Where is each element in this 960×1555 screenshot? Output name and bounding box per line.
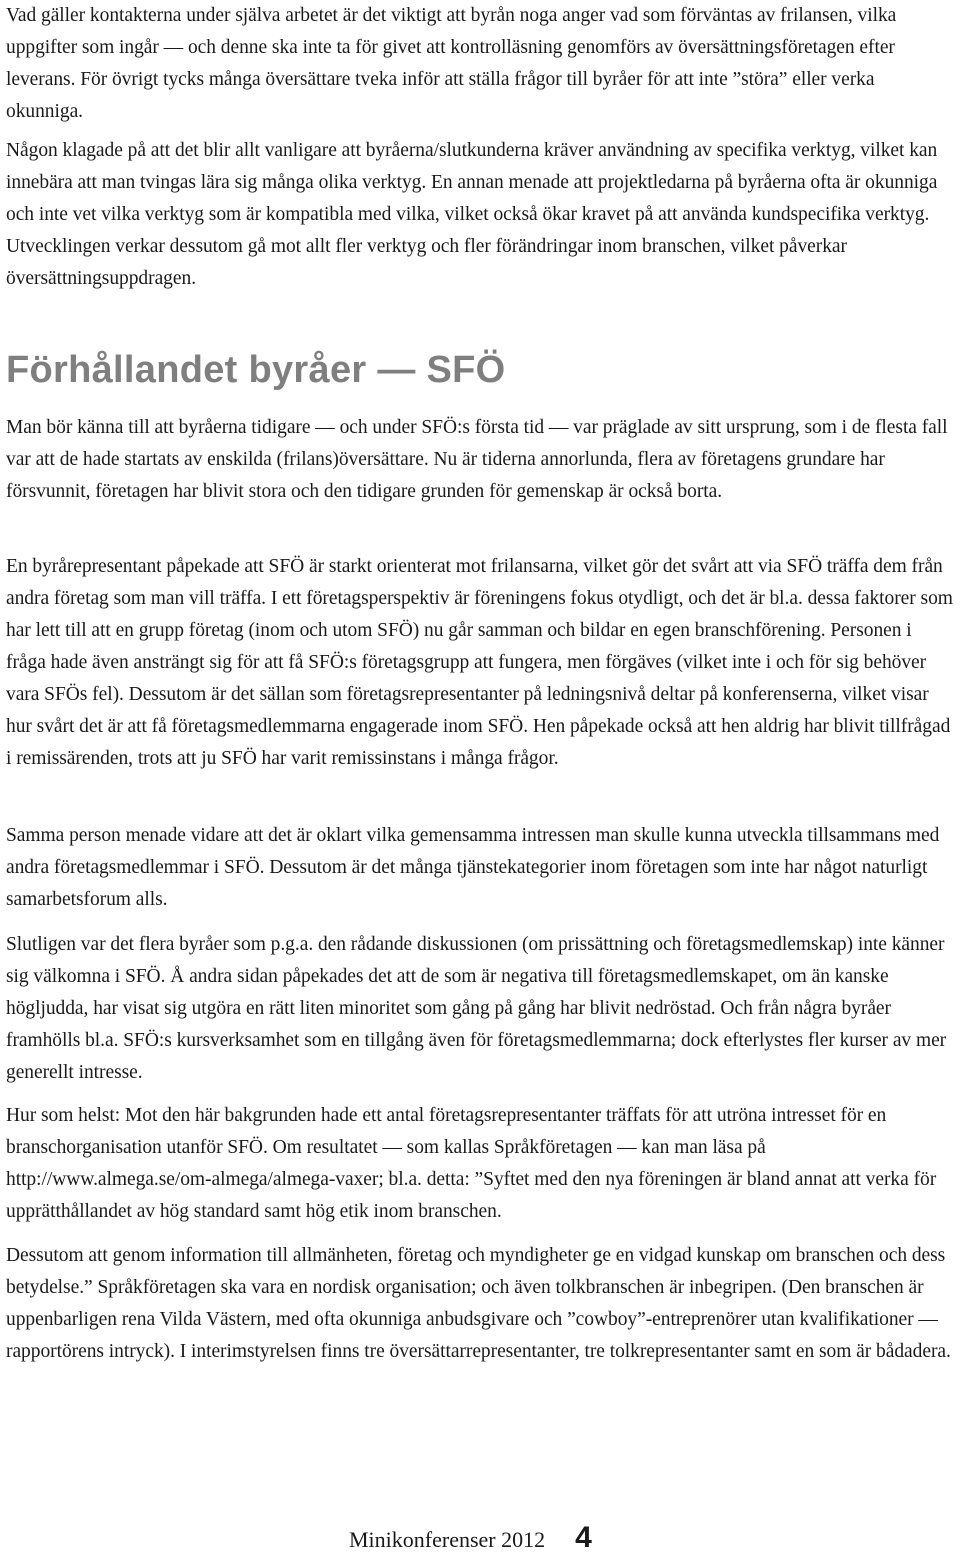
paragraph-information: Dessutom att genom information till allmänheten, företag och myndigheter ge en vidgad kunskap om branschen och dess betydelse.” Språkföretagen ska vara en nordisk organisation; och även tolkbranschen är inbegripen. (Den branschen är uppenbarligen rena Vilda Västern, med ofta okunniga anbudsgivare och ”cowboy”-entreprenörer utan kvalifikationer — rapportörens intryck). I interimstyrelsen finns tre översättarrepresentanter, tre tolkrepresentanter samt en som är bådadera. bbox=[6, 1245, 951, 1362]
paragraph-contacts: Vad gäller kontakterna under själva arbetet är det viktigt att byrån noga anger vad som förväntas av frilansen, vilka uppgifter som ingår — och denne ska inte ta för givet att kontrolläsning genomförs av översättningsföretagen efter leverans. För övrigt tycks många översättare tveka inför att ställa frågor till byråer för att inte ”störa” eller verka okunniga. bbox=[6, 5, 897, 122]
page-number: 4 bbox=[575, 1521, 592, 1554]
page-footer bbox=[349, 1523, 592, 1555]
paragraph-common-interests: Samma person menade vidare att det är oklart vilka gemensamma intressen man skulle kunna utveckla tillsammans med andra företagsmedlemmar i SFÖ. Dessutom är det många tjänstekategorier inom företagen som inte har något naturligt samarbetsforum alls. bbox=[6, 825, 940, 910]
paragraph-background: Hur som helst: Mot den här bakgrunden hade ett antal företagsrepresentanter träffats för att utröna intresset för en branschorganisation utanför SFÖ. Om resultatet — som kallas Språkföretagen — kan man läsa på http://www.almega.se/om-almega/almega-vaxer; bl.a. detta: ”Syftet med den nya föreningen är bland annat att verka för upprätthållandet av hög standard samt hög etik inom branschen. bbox=[6, 1105, 937, 1222]
paragraph-agency-representative: En byrårepresentant påpekade att SFÖ är starkt orienterat mot frilansarna, vilket gör det svårt att via SFÖ träffa dem från andra företag som man vill träffa. I ett företagsperspektiv är föreningens fokus otydligt, och det är bl.a. dessa faktorer som har lett till att en grupp företag (inom och utom SFÖ) nu går samman och bildar en egen branschförening. Personen i fråga hade även ansträngt sig för att få SFÖ:s företagsgrupp att fungera, men förgäves (vilket inte i och för sig behöver vara SFÖs fel). Dessutom är det sällan som företagsrepresentanter på ledningsnivå deltar på konferenserna, vilket visar hur svårt det är att få företagsmedlemmarna engagerade inom SFÖ. Hen påpekade också att hen aldrig har blivit tillfrågad i remissärenden, trots att ju SFÖ har varit remissinstans i många frågor. bbox=[6, 556, 953, 769]
footer-title: Minikonferenser 2012 bbox=[349, 1527, 546, 1552]
paragraph-tools: Någon klagade på att det blir allt vanligare att byråerna/slutkunderna kräver användning av specifika verktyg, vilket kan innebära att man tvingas lära sig många olika verktyg. En annan menade att projektledarna på byråerna ofta är okunniga och inte vet vilka verktyg som är kompatibla med vilka, vilket också ökar kravet på att använda kundspecifika verktyg. Utvecklingen verkar dessutom gå mot allt fler verktyg och fler förändringar inom branschen, vilket påverkar översättningsuppdragen. bbox=[6, 140, 938, 289]
section-heading: Förhållandet byråer — SFÖ bbox=[6, 349, 506, 391]
paragraph-origins: Man bör känna till att byråerna tidigare — och under SFÖ:s första tid — var präglade av sitt ursprung, som i de flesta fall var att de hade startats av enskilda (frilans)översättare. Nu är tiderna annorlunda, flera av företagens grundare har försvunnit, företagen har blivit stora och den tidigare grunden för gemenskap är också borta. bbox=[6, 417, 948, 502]
paragraph-conclusion: Slutligen var det flera byråer som p.g.a. den rådande diskussionen (om prissättning och företagsmedlemskap) inte känner sig välkomna i SFÖ. Å andra sidan påpekades det att de som är negativa till företagsmedlemskapet, om än kanske högljudda, har visat sig utgöra en rätt liten minoritet som gång på gång har blivit nedröstad. Och från några byråer framhölls bl.a. SFÖ:s kursverksamhet som en tillgång även för företagsmedlemmarna; dock efterlystes fler kurser av mer generellt intresse. bbox=[6, 934, 947, 1083]
